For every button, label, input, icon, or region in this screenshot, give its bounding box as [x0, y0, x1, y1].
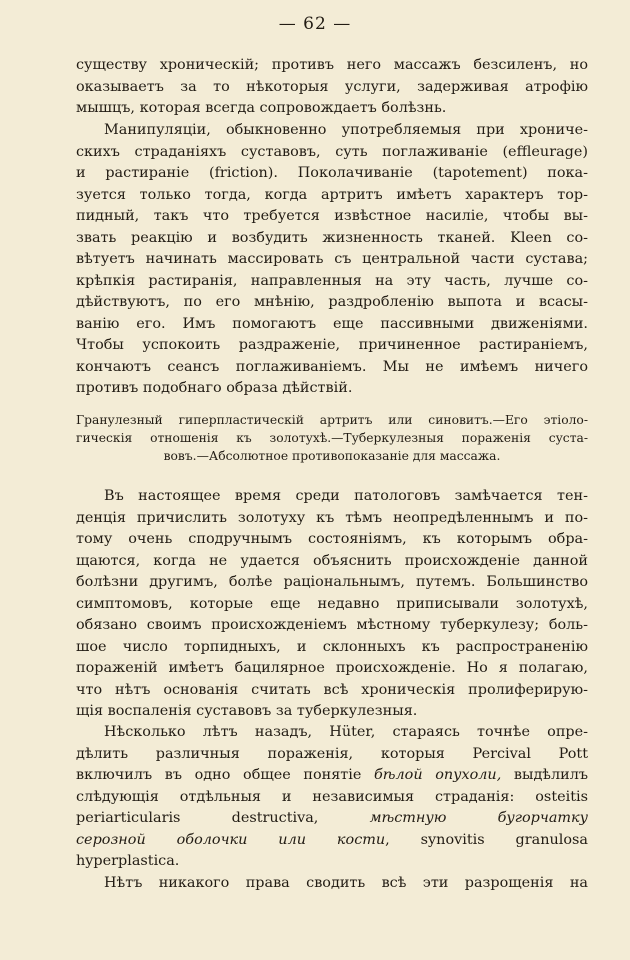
paragraph-3 [76, 486, 588, 723]
paragraph-2 [76, 120, 588, 400]
text-line: что нѣтъ основанія считать всѣ хроническія пролиферирую- [76, 681, 588, 698]
text-line: тому очень сподручнымъ состояніямъ, къ которымъ обра- [76, 531, 588, 547]
paragraph-4 [76, 722, 588, 873]
text-line: зуется только тогда, когда артритъ имѣетъ характеръ тор- [76, 186, 588, 203]
paragraph-5 [76, 873, 588, 895]
text-line: Чтобы успокоить раздраженіе, причиненное растираніемъ, [76, 337, 588, 353]
text-line: звать реакцію и возбудить жизненность тканей. Kleen со- [76, 229, 588, 246]
text-line: щаются, когда не удается объяснить происхожденіе данной [76, 552, 588, 569]
text-line: дѣлить различныя пораженія, которыя Percival Pott [76, 745, 588, 762]
italic-term: серозной оболочки или кости [76, 831, 386, 848]
text-line: обязано своимъ происхожденіемъ мѣстному туберкулезу; боль- [76, 617, 588, 633]
text-line: болѣзни другимъ, болѣе раціональнымъ, путемъ. Большинство [76, 574, 588, 590]
section-heading [76, 411, 588, 465]
text-line: кончаютъ сеансъ поглаживаніемъ. Мы не имѣемъ ничего [76, 358, 588, 375]
text-line: пидный, такъ что требуется извѣстное насиліе, чтобы вы- [76, 208, 588, 224]
text-line: Нѣтъ никакого права сводить всѣ эти разрощенія на [104, 875, 588, 891]
heading-line: вовъ.—Абсолютное противопоказаніе для массажа. [163, 449, 501, 463]
text-line: мышцъ, которая всегда сопровождаетъ болѣзнь. [76, 100, 447, 116]
text-line: ванію его. Имъ помогаютъ еще пассивными движеніями. [76, 315, 588, 332]
text-line: hyperplastica. [76, 853, 180, 869]
italic-term: бѣлой опухоли, [374, 767, 502, 783]
text-line: Манипуляціи, обыкновенно употребляемыя при хрониче- [104, 122, 588, 138]
text-line [76, 830, 588, 852]
text-line: противъ подобнаго образа дѣйствій. [76, 380, 353, 396]
text-line: и растираніе (friction). Поколачиваніе (tapotement) пока- [76, 165, 588, 181]
text-line: оказываетъ за то нѣкоторыя услуги, задерживая атрофію [76, 78, 588, 95]
text-line: крѣпкія растиранія, направленныя на эту часть, лучше со- [76, 272, 588, 289]
text-line: пораженій имѣетъ бацилярное происхожденіе. Но я полагаю, [76, 660, 588, 676]
text-run: выдѣлилъ [501, 767, 589, 783]
heading-line: Гранулезный гиперпластическій артритъ или синовитъ.—Его этіоло- [76, 413, 588, 427]
text-line: симптомовъ, которые еще недавно приписывали золотухѣ, [76, 595, 588, 612]
page-number: — 62 — [278, 14, 352, 34]
text-line: шое число торпидныхъ, и склонныхъ къ распространенію [76, 638, 588, 655]
text-run: включилъ въ одно общее понятіе [76, 767, 375, 783]
text-line [76, 765, 588, 787]
text-line: скихъ страданіяхъ суставовъ, суть поглаживаніе (effleurage) [76, 143, 588, 160]
heading-line: гическія отношенія къ золотухѣ.—Туберкулезныя пораженія суста- [76, 431, 588, 445]
text-run: , synovitis granulosa [385, 831, 588, 848]
text-line: Въ настоящее время среди патологовъ замѣчается тен- [104, 488, 588, 504]
text-line: дѣйствуютъ, по его мнѣнію, раздробленію выпота и всасы- [76, 294, 588, 310]
text-line: Нѣсколько лѣтъ назадъ, Hüter, стараясь точнѣе опре- [104, 724, 588, 740]
text-line [76, 808, 588, 830]
text-line: щія воспаленія суставовъ за туберкулезныя. [76, 703, 418, 719]
text-line: существу хроническій; противъ него массажъ безсиленъ, но [76, 57, 588, 73]
paragraph-1 [76, 55, 588, 120]
text-line: денція причислить золотуху къ тѣмъ неопредѣленнымъ и по- [76, 509, 588, 526]
text-line: вѣтуетъ начинать массировать съ центральной части сустава; [76, 251, 588, 267]
text-run: periarticularis destructiva, [76, 810, 370, 826]
text-line: слѣдующія отдѣльныя и независимыя страданія: osteitis [76, 788, 588, 805]
italic-term: мѣстную бугорчатку [369, 810, 588, 826]
